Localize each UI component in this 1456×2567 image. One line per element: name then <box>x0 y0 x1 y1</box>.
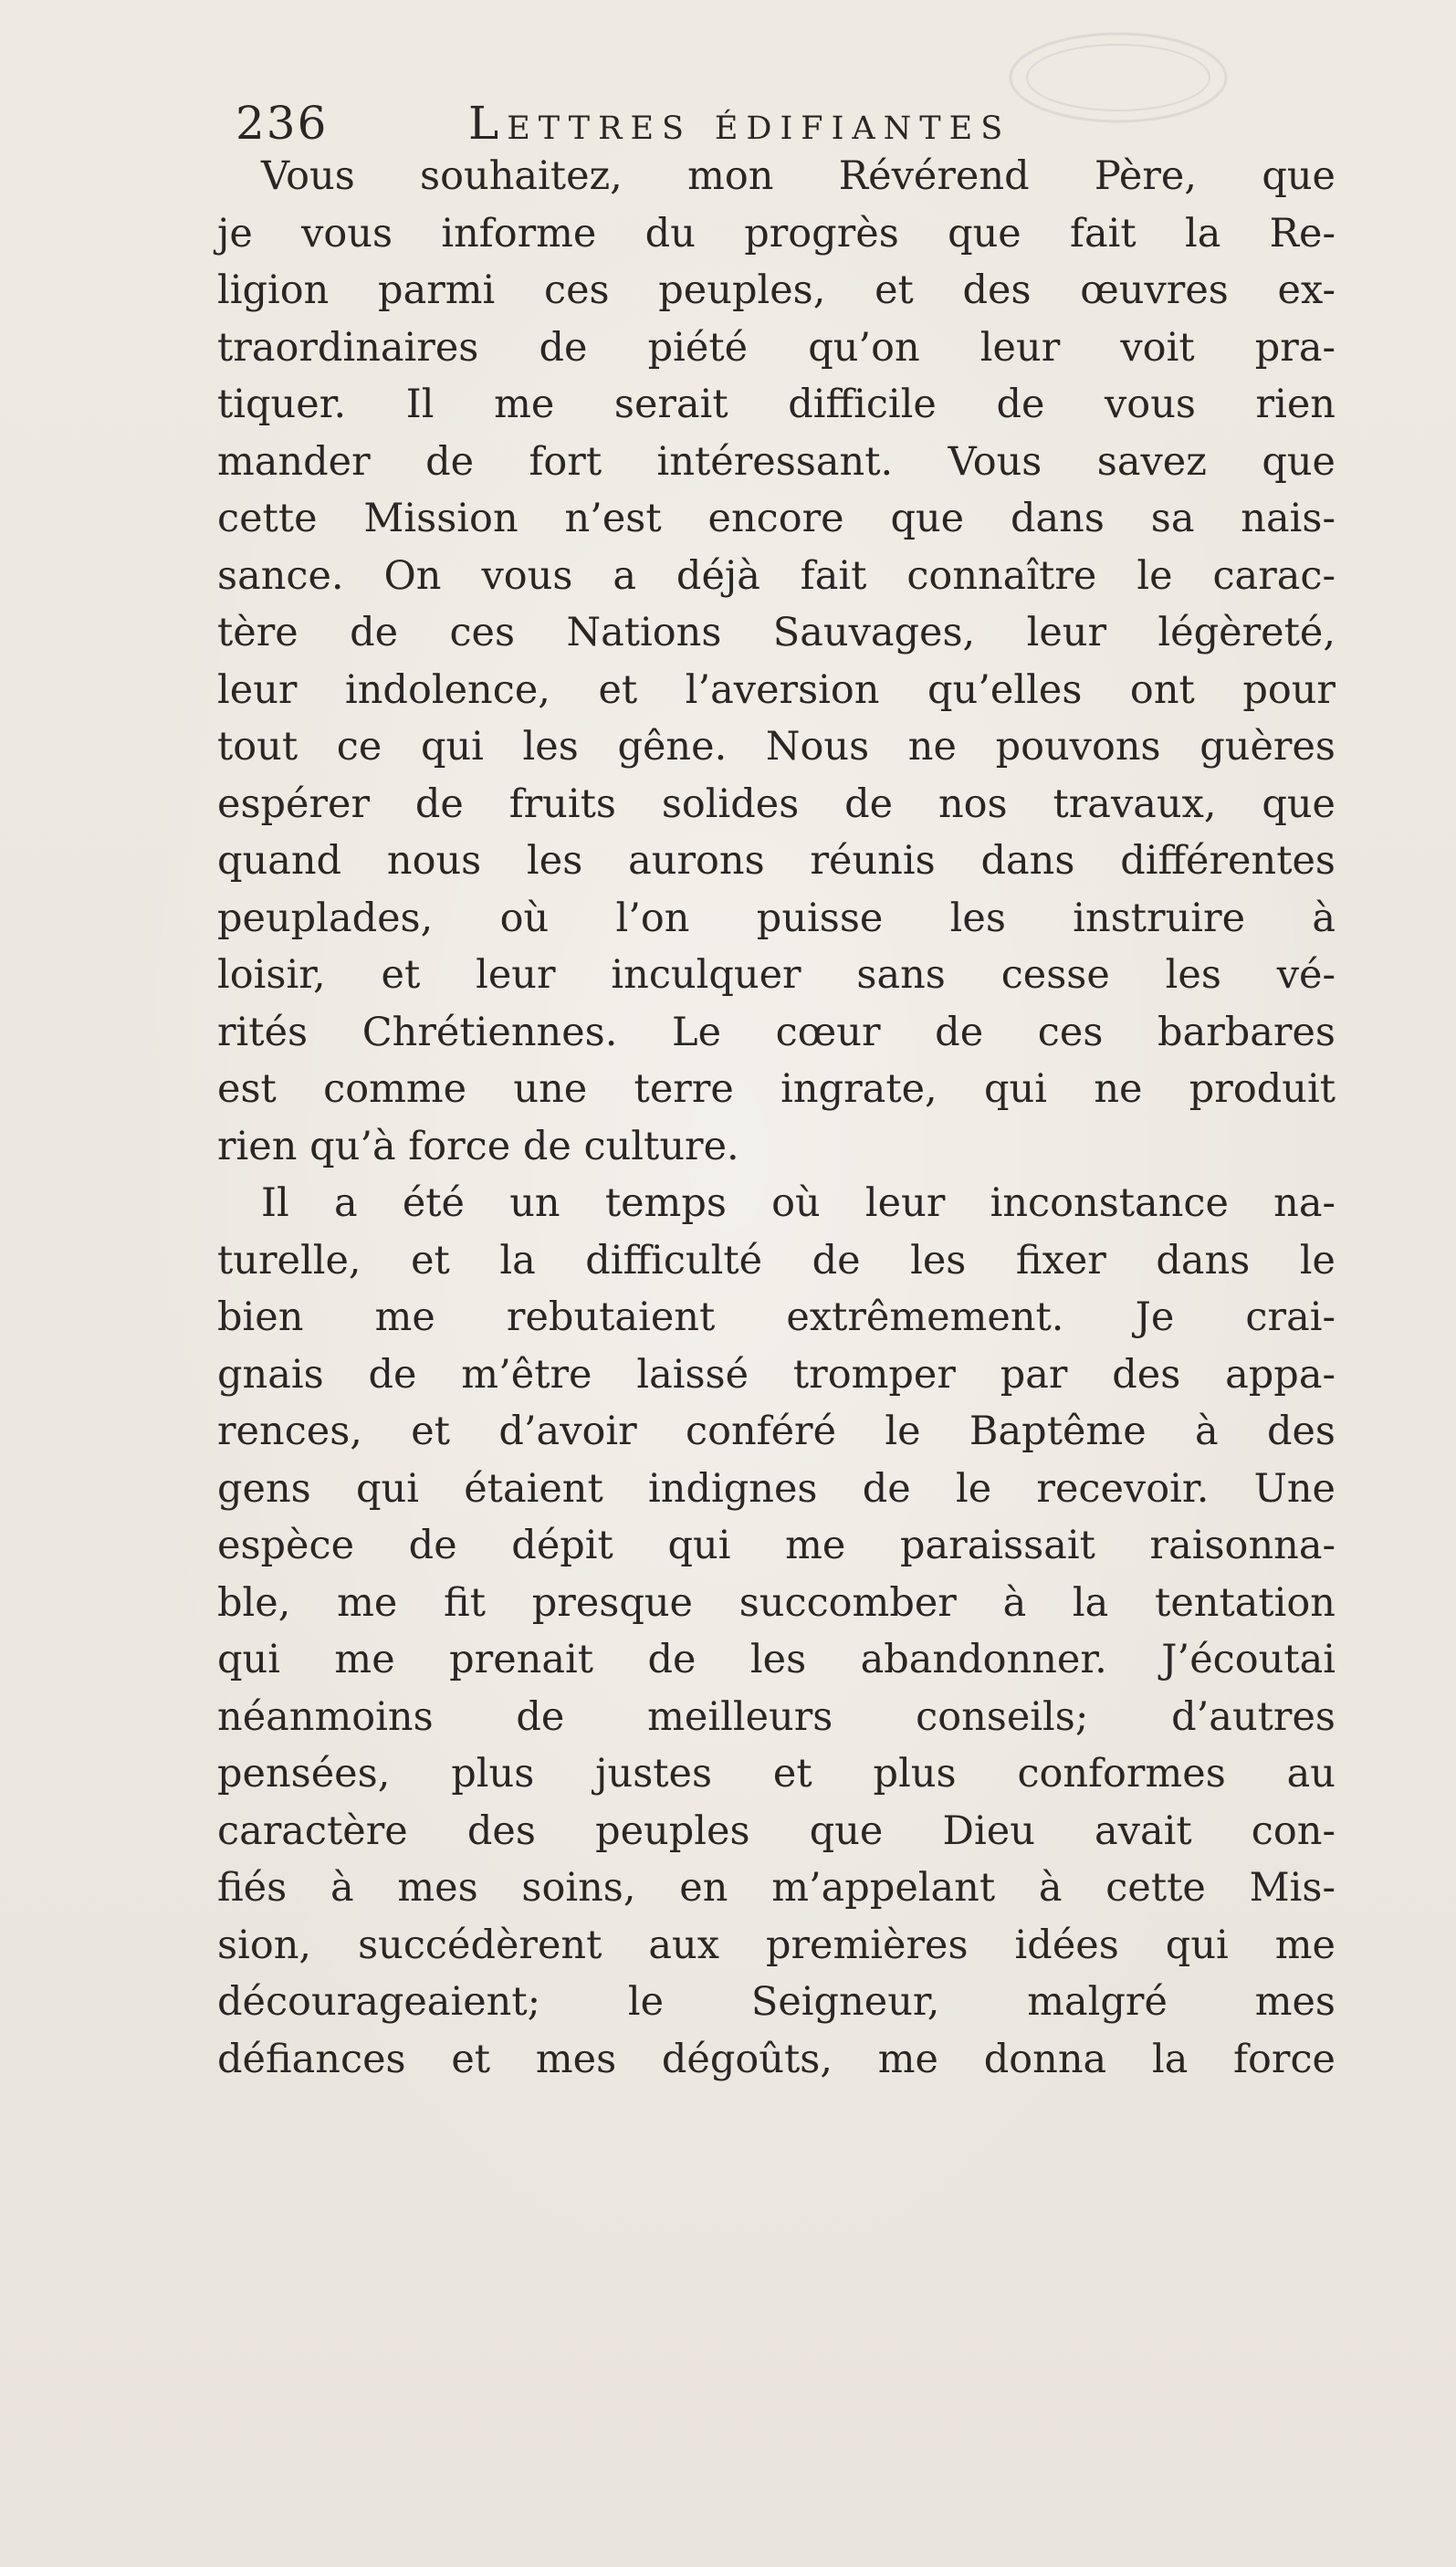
text-line: rences, et d’avoir conféré le Baptême à des <box>217 1409 1336 1454</box>
text-line: rités Chrétiennes. Le cœur de ces barbares <box>217 1009 1336 1055</box>
text-line: rien qu’à force de culture. <box>217 1123 739 1169</box>
text-line: gens qui étaient indignes de le recevoir. Une <box>217 1465 1336 1512</box>
text-line: fiés à mes soins, en m’appelant à cette Mis- <box>217 1865 1336 1911</box>
text-line: sion, succédèrent aux premières idées qui me <box>217 1922 1336 1968</box>
paragraph <box>217 148 1336 1175</box>
text-line: décourageaient; le Seigneur, malgré mes <box>217 1979 1336 2025</box>
text-line: loisir, et leur inculquer sans cesse les vé- <box>217 952 1336 998</box>
text-line: espérer de fruits solides de nos travaux, que <box>217 781 1336 827</box>
text-line: qui me prenait de les abandonner. J’écoutai <box>217 1637 1336 1682</box>
text-line: traordinaires de piété qu’on leur voit pra- <box>217 324 1336 371</box>
text-line: néanmoins de meilleurs conseils; d’autres <box>217 1693 1336 1740</box>
text-line: pensées, plus justes et plus conformes au <box>217 1751 1336 1797</box>
text-line: cette Mission n’est encore que dans sa nais- <box>217 496 1336 541</box>
text-line: peuplades, où l’on puisse les instruire à <box>217 895 1336 941</box>
body-text <box>217 148 1336 2088</box>
running-title: Lettres édifiantes <box>468 97 1011 150</box>
text-line: tout ce qui les gêne. Nous ne pouvons guères <box>217 724 1336 770</box>
text-line: Vous souhaitez, mon Révérend Père, que <box>261 153 1336 199</box>
text-line: bien me rebutaient extrêmement. Je crai- <box>217 1294 1336 1340</box>
text-line: tère de ces Nations Sauvages, leur légèreté, <box>217 610 1336 655</box>
text-line: sance. On vous a déjà fait connaître le carac- <box>217 552 1336 599</box>
text-line: ligion parmi ces peuples, et des œuvres ex- <box>217 267 1336 313</box>
text-line: Il a été un temps où leur inconstance na- <box>261 1180 1336 1226</box>
text-line: leur indolence, et l’aversion qu’elles ont pour <box>217 666 1336 713</box>
text-line: je vous informe du progrès que fait la Re- <box>217 210 1336 257</box>
text-line: tiquer. Il me serait difficile de vous rien <box>217 382 1336 427</box>
text-line: est comme une terre ingrate, qui ne produit <box>217 1066 1336 1112</box>
text-line: turelle, et la difficulté de les fixer dans le <box>217 1237 1336 1284</box>
page-number: 236 <box>236 97 329 150</box>
text-line: caractère des peuples que Dieu avait con- <box>217 1807 1336 1854</box>
paragraph <box>217 1175 1336 2088</box>
text-line: gnais de m’être laissé tromper par des appa- <box>217 1351 1336 1398</box>
text-line: ble, me fit presque succomber à la tentation <box>217 1579 1336 1626</box>
text-line: espèce de dépit qui me paraissait raisonna- <box>217 1523 1336 1568</box>
text-line: mander de fort intéressant. Vous savez que <box>217 438 1336 485</box>
text-line: quand nous les aurons réunis dans différentes <box>217 838 1336 884</box>
text-line: défiances et mes dégoûts, me donna la force <box>217 2036 1336 2082</box>
